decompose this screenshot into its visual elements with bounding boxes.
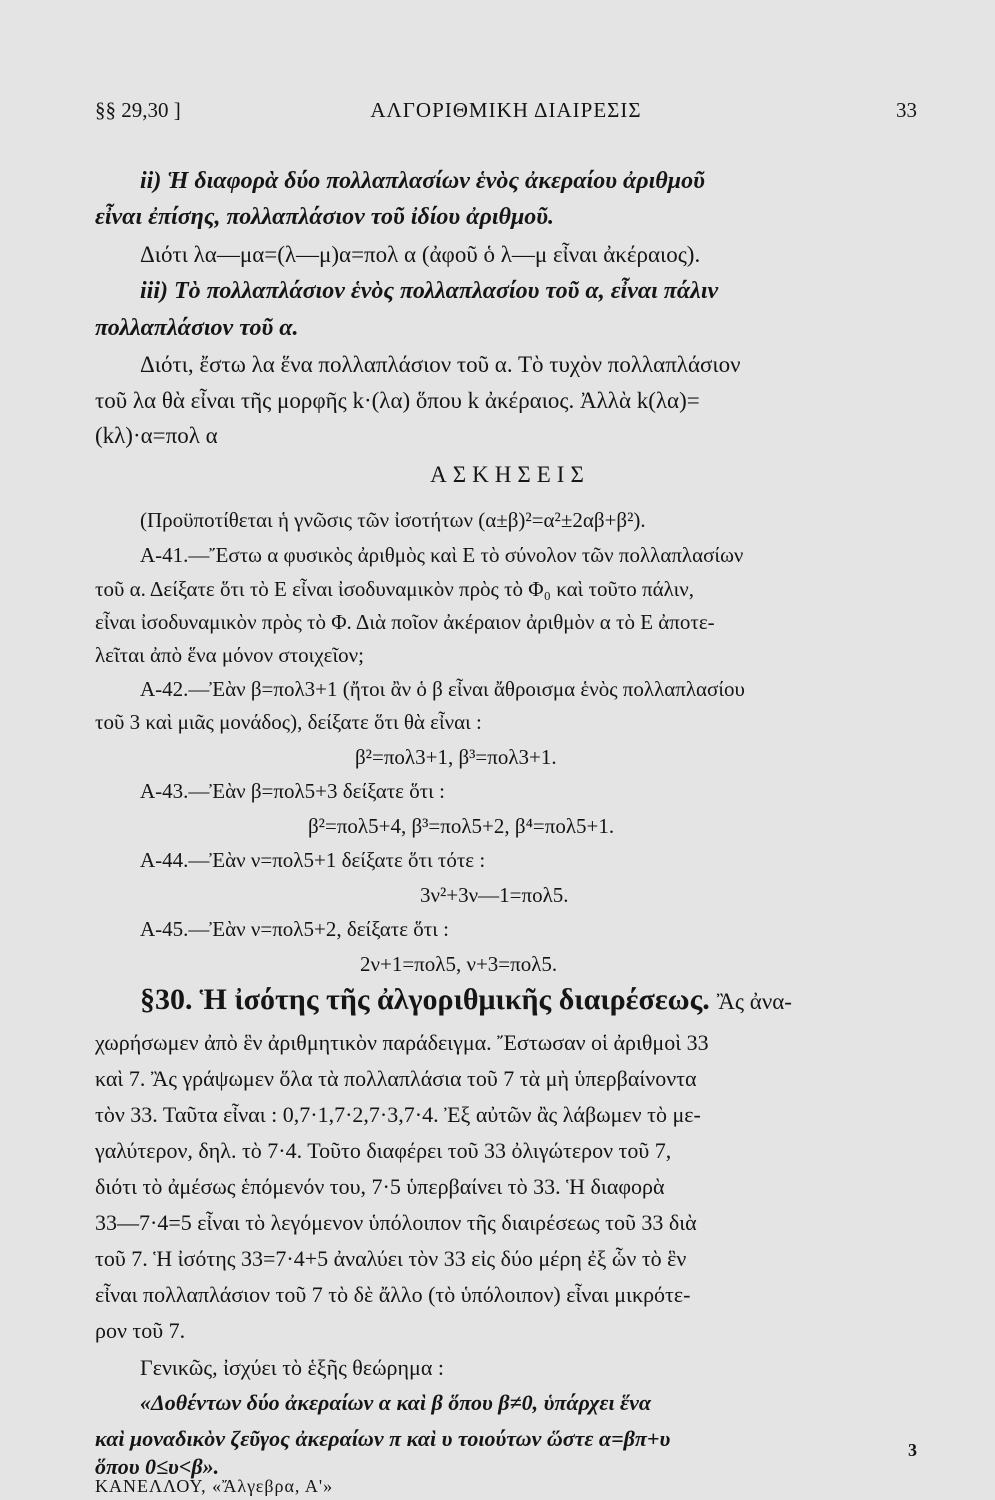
exercise-line: λεῖται ἀπὸ ἕνα μόνον στοιχεῖον; <box>95 643 364 667</box>
equation-line: β²=πολ5+4, β³=πολ5+2, β⁴=πολ5+1. <box>308 814 615 838</box>
section-title: Ἡ ἰσότης τῆς ἀλγοριθμικῆς διαιρέσεως. <box>199 983 710 1016</box>
page-header <box>95 98 917 128</box>
text-line: διότι τὸ ἀμέσως ἑπόμενόν του, 7·5 ὑπερβαίνει τὸ 33. Ἡ διαφορὰ <box>95 1174 665 1199</box>
equation-line: 2ν+1=πολ5, ν+3=πολ5. <box>360 952 558 976</box>
text-line: χωρήσωμεν ἀπὸ ἓν ἀριθμητικὸν παράδειγμα. Ἔστωσαν οἱ ἀριθμοὶ 33 <box>95 1030 709 1055</box>
text-line: ρον τοῦ 7. <box>95 1318 186 1343</box>
text-line: εἶναι ἐπίσης, πολλαπλάσιον τοῦ ἰδίου ἀριθμοῦ. <box>95 204 555 230</box>
section-first-line-tail: Ἂς ἀνα- <box>716 989 792 1014</box>
text-line: iii) Τὸ πολλαπλάσιον ἑνὸς πολλαπλασίου τοῦ α, εἶναι πάλιν <box>140 278 719 304</box>
section-number: §30. <box>140 983 193 1016</box>
exercise-line: τοῦ 3 καὶ μιᾶς μονάδος), δείξατε ὅτι θὰ εἶναι : <box>95 710 482 734</box>
text-line: τοῦ 7. Ἡ ἰσότης 33=7·4+5 ἀναλύει τὸν 33 εἰς δύο μέρη ἐξ ὧν τὸ ἓν <box>95 1246 687 1271</box>
text-line: τὸν 33. Ταῦτα εἶναι : 0,7·1,7·2,7·3,7·4. Ἐξ αὐτῶν ἂς λάβωμεν τὸ με- <box>95 1102 701 1127</box>
section-heading <box>140 983 930 1017</box>
theorem-line: καὶ μοναδικὸν ζεῦγος ἀκεραίων π καὶ υ τοιούτων ὥστε α=βπ+υ <box>95 1426 671 1451</box>
exercise-line: τοῦ α. Δείξατε ὅτι τὸ Ε εἶναι ἰσοδυναμικὸν πρὸς τὸ Φ₀ καὶ τοῦτο πάλιν, <box>95 577 694 601</box>
exercise-line: εἶναι ἰσοδυναμικὸν πρὸς τὸ Φ. Διὰ ποῖον ἀκέραιον ἀριθμὸν α τὸ Ε ἀποτε- <box>95 610 715 634</box>
exercise-line: Α-44.—Ἐὰν ν=πολ5+1 δείξατε ὅτι τότε : <box>140 848 486 872</box>
text-line: γαλύτερον, δηλ. τὸ 7·4. Τοῦτο διαφέρει τοῦ 33 ὀλιγώτερον τοῦ 7, <box>95 1138 672 1163</box>
signature-number: 3 <box>908 1440 917 1460</box>
text-line: εἶναι πολλαπλάσιον τοῦ 7 τὸ δὲ ἄλλο (τὸ ὑπόλοιπον) εἶναι μικρότε- <box>95 1282 691 1307</box>
text-line: (Προϋποτίθεται ἡ γνῶσις τῶν ἰσοτήτων (α±β)²=α²±2αβ+β²). <box>140 508 646 532</box>
text-line: Γενικῶς, ἰσχύει τὸ ἑξῆς θεώρημα : <box>140 1355 444 1380</box>
exercise-line: Α-41.—Ἔστω α φυσικὸς ἀριθμὸς καὶ Ε τὸ σύνολον τῶν πολλαπλασίων <box>140 543 744 567</box>
theorem-line: «Δοθέντων δύο ἀκεραίων α καὶ β ὅπου β≠0, ὑπάρχει ἕνα <box>140 1390 652 1415</box>
text-line: τοῦ λα θὰ εἶναι τῆς μορφῆς k·(λα) ὅπου k ἀκέραιος. Ἀλλὰ k(λα)= <box>95 388 700 413</box>
text-line: Διότι, ἔστω λα ἕνα πολλαπλάσιον τοῦ α. Τὸ τυχὸν πολλαπλάσιον <box>140 352 741 377</box>
footer-author: ΚΑΝΕΛΛΟΥ, «Ἄλγεβρα, Α'» <box>95 1476 334 1496</box>
exercises-heading: ΑΣΚΗΣΕΙΣ <box>430 462 590 487</box>
page-number: 33 <box>896 98 917 122</box>
equation-line: β²=πολ3+1, β³=πολ3+1. <box>355 745 557 769</box>
text-line: (kλ)·α=πολ α <box>95 423 218 448</box>
text-line: Διότι λα—μα=(λ—μ)α=πολ α (ἀφοῦ ὁ λ—μ εἶναι ἀκέραιος). <box>140 242 701 267</box>
text-line: ii) Ἡ διαφορὰ δύο πολλαπλασίων ἑνὸς ἀκεραίου ἀριθμοῦ <box>140 168 705 194</box>
section-reference: §§ 29,30 ] <box>95 98 181 122</box>
equation-line: 3ν²+3ν—1=πολ5. <box>420 883 569 907</box>
exercise-line: Α-42.—Ἐὰν β=πολ3+1 (ἤτοι ἂν ὁ β εἶναι ἄθροισμα ἑνὸς πολλαπλασίου <box>140 677 745 701</box>
exercise-line: Α-43.—Ἐὰν β=πολ5+3 δείξατε ὅτι : <box>140 779 445 803</box>
exercise-line: Α-45.—Ἐὰν ν=πολ5+2, δείξατε ὅτι : <box>140 917 449 941</box>
theorem-line: ὅπου 0≤υ<β». <box>95 1454 220 1479</box>
text-line: πολλαπλάσιον τοῦ α. <box>95 315 299 341</box>
text-line: καὶ 7. Ἂς γράψωμεν ὅλα τὰ πολλαπλάσια τοῦ 7 τὰ μὴ ὑπερβαίνοντα <box>95 1066 697 1091</box>
text-line: 33—7·4=5 εἶναι τὸ λεγόμενον ὑπόλοιπον τῆς διαιρέσεως τοῦ 33 διὰ <box>95 1210 697 1235</box>
running-title: ΑΛΓΟΡΙΘΜΙΚΗ ΔΙΑΙΡΕΣΙΣ <box>370 98 642 122</box>
